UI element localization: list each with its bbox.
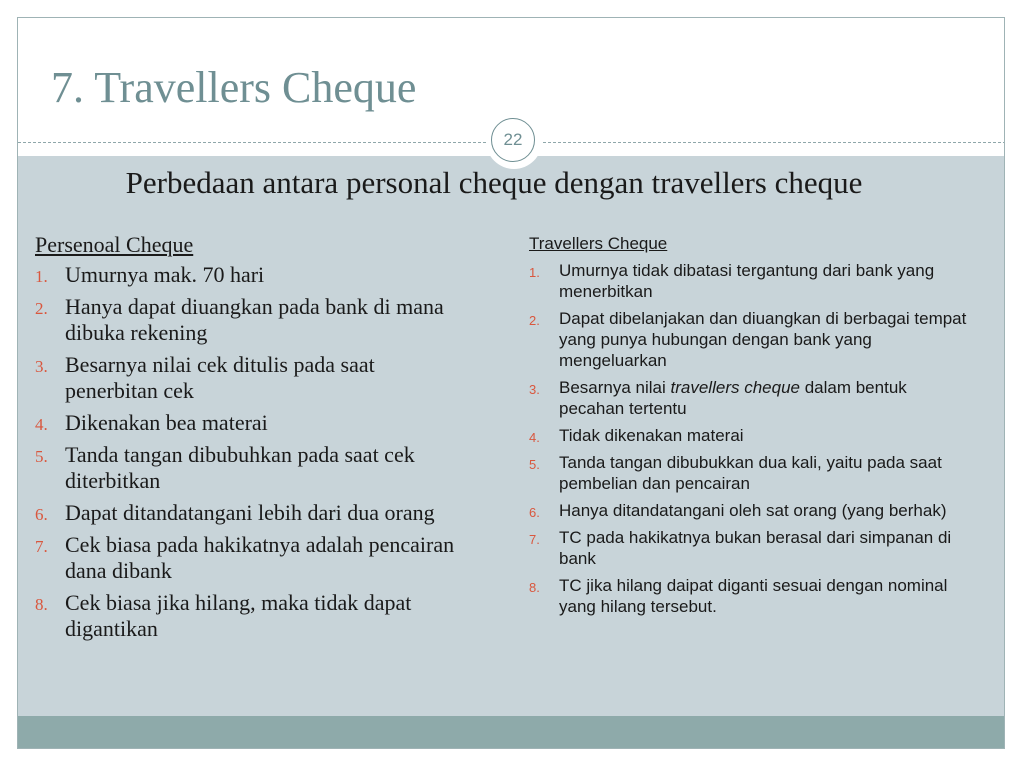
list-item-text: TC pada hakikatnya bukan berasal dari simpanan di bank bbox=[559, 528, 952, 568]
travellers-cheque-column bbox=[529, 234, 969, 623]
list-item-italic-text: travellers cheque bbox=[670, 378, 800, 397]
list-item-text: Hanya dapat diuangkan pada bank di mana dibuka rekening bbox=[65, 294, 444, 345]
list-number: 1. bbox=[35, 267, 48, 286]
list-item bbox=[529, 425, 969, 446]
list-number: 2. bbox=[529, 313, 540, 328]
list-item bbox=[35, 294, 455, 346]
list-item-text: TC jika hilang daipat diganti sesuai dengan nominal yang hilang tersebut. bbox=[559, 576, 948, 616]
list-item bbox=[529, 452, 969, 494]
list-item-text: Tanda tangan dibubuhkan pada saat cek diterbitkan bbox=[65, 442, 415, 493]
personal-cheque-heading: Persenoal Cheque bbox=[35, 232, 194, 257]
list-item bbox=[35, 410, 455, 436]
travellers-cheque-list bbox=[529, 260, 969, 617]
list-item-text: Dapat ditandatangani lebih dari dua orang bbox=[65, 500, 435, 525]
list-item-text: Umurnya tidak dibatasi tergantung dari bank yang menerbitkan bbox=[559, 261, 935, 301]
list-number: 8. bbox=[529, 580, 540, 595]
list-item bbox=[529, 500, 969, 521]
list-number: 4. bbox=[35, 415, 48, 434]
list-item bbox=[529, 308, 969, 371]
list-number: 2. bbox=[35, 299, 48, 318]
list-number: 8. bbox=[35, 595, 48, 614]
list-number: 7. bbox=[35, 537, 48, 556]
list-item bbox=[35, 500, 455, 526]
list-number: 5. bbox=[529, 457, 540, 472]
list-item-text: Umurnya mak. 70 hari bbox=[65, 262, 265, 287]
list-number: 6. bbox=[529, 505, 540, 520]
list-number: 6. bbox=[35, 505, 48, 524]
page-number-badge bbox=[486, 113, 542, 169]
list-item bbox=[35, 532, 455, 584]
list-item bbox=[529, 377, 969, 419]
list-number: 7. bbox=[529, 532, 540, 547]
slide-subtitle: Perbedaan antara personal cheque dengan travellers cheque bbox=[125, 165, 863, 200]
list-item-text: Hanya ditandatangani oleh sat orang (yang berhak) bbox=[559, 501, 947, 520]
slide-title: 7. Travellers Cheque bbox=[51, 63, 417, 112]
personal-cheque-list bbox=[35, 262, 455, 642]
page-number-ring bbox=[491, 118, 535, 162]
list-item-text: Besarnya nilai cek ditulis pada saat penerbitan cek bbox=[65, 352, 375, 403]
list-item-text: Tanda tangan dibubukkan dua kali, yaitu pada saat pembelian dan pencairan bbox=[559, 453, 942, 493]
list-number: 3. bbox=[35, 357, 48, 376]
list-item bbox=[35, 590, 455, 642]
page-number: 22 bbox=[503, 130, 523, 149]
travellers-cheque-heading: Travellers Cheque bbox=[529, 234, 668, 253]
personal-cheque-column bbox=[35, 232, 455, 648]
list-item-text: Dapat dibelanjakan dan diuangkan di berbagai tempat yang punya hubungan dengan bank yang mengeluarkan bbox=[559, 309, 967, 370]
list-item-text: Cek biasa pada hakikatnya adalah pencairan dana dibank bbox=[65, 532, 455, 583]
footer-band bbox=[18, 716, 1005, 749]
list-item bbox=[529, 527, 969, 569]
list-item bbox=[35, 352, 455, 404]
list-item-text: Tidak dikenakan materai bbox=[559, 426, 744, 445]
list-number: 1. bbox=[529, 265, 540, 280]
list-item bbox=[35, 442, 455, 494]
list-item-text: Dikenakan bea materai bbox=[65, 410, 268, 435]
list-item-text: Besarnya nilai bbox=[559, 378, 671, 397]
list-number: 4. bbox=[529, 430, 540, 445]
list-number: 5. bbox=[35, 447, 48, 466]
list-item-text: Cek biasa jika hilang, maka tidak dapat digantikan bbox=[65, 590, 412, 641]
list-item-text: dalam bentuk pecahan tertentu bbox=[559, 378, 907, 418]
list-item bbox=[529, 575, 969, 617]
list-number: 3. bbox=[529, 382, 540, 397]
list-item bbox=[529, 260, 969, 302]
list-item bbox=[35, 262, 455, 288]
